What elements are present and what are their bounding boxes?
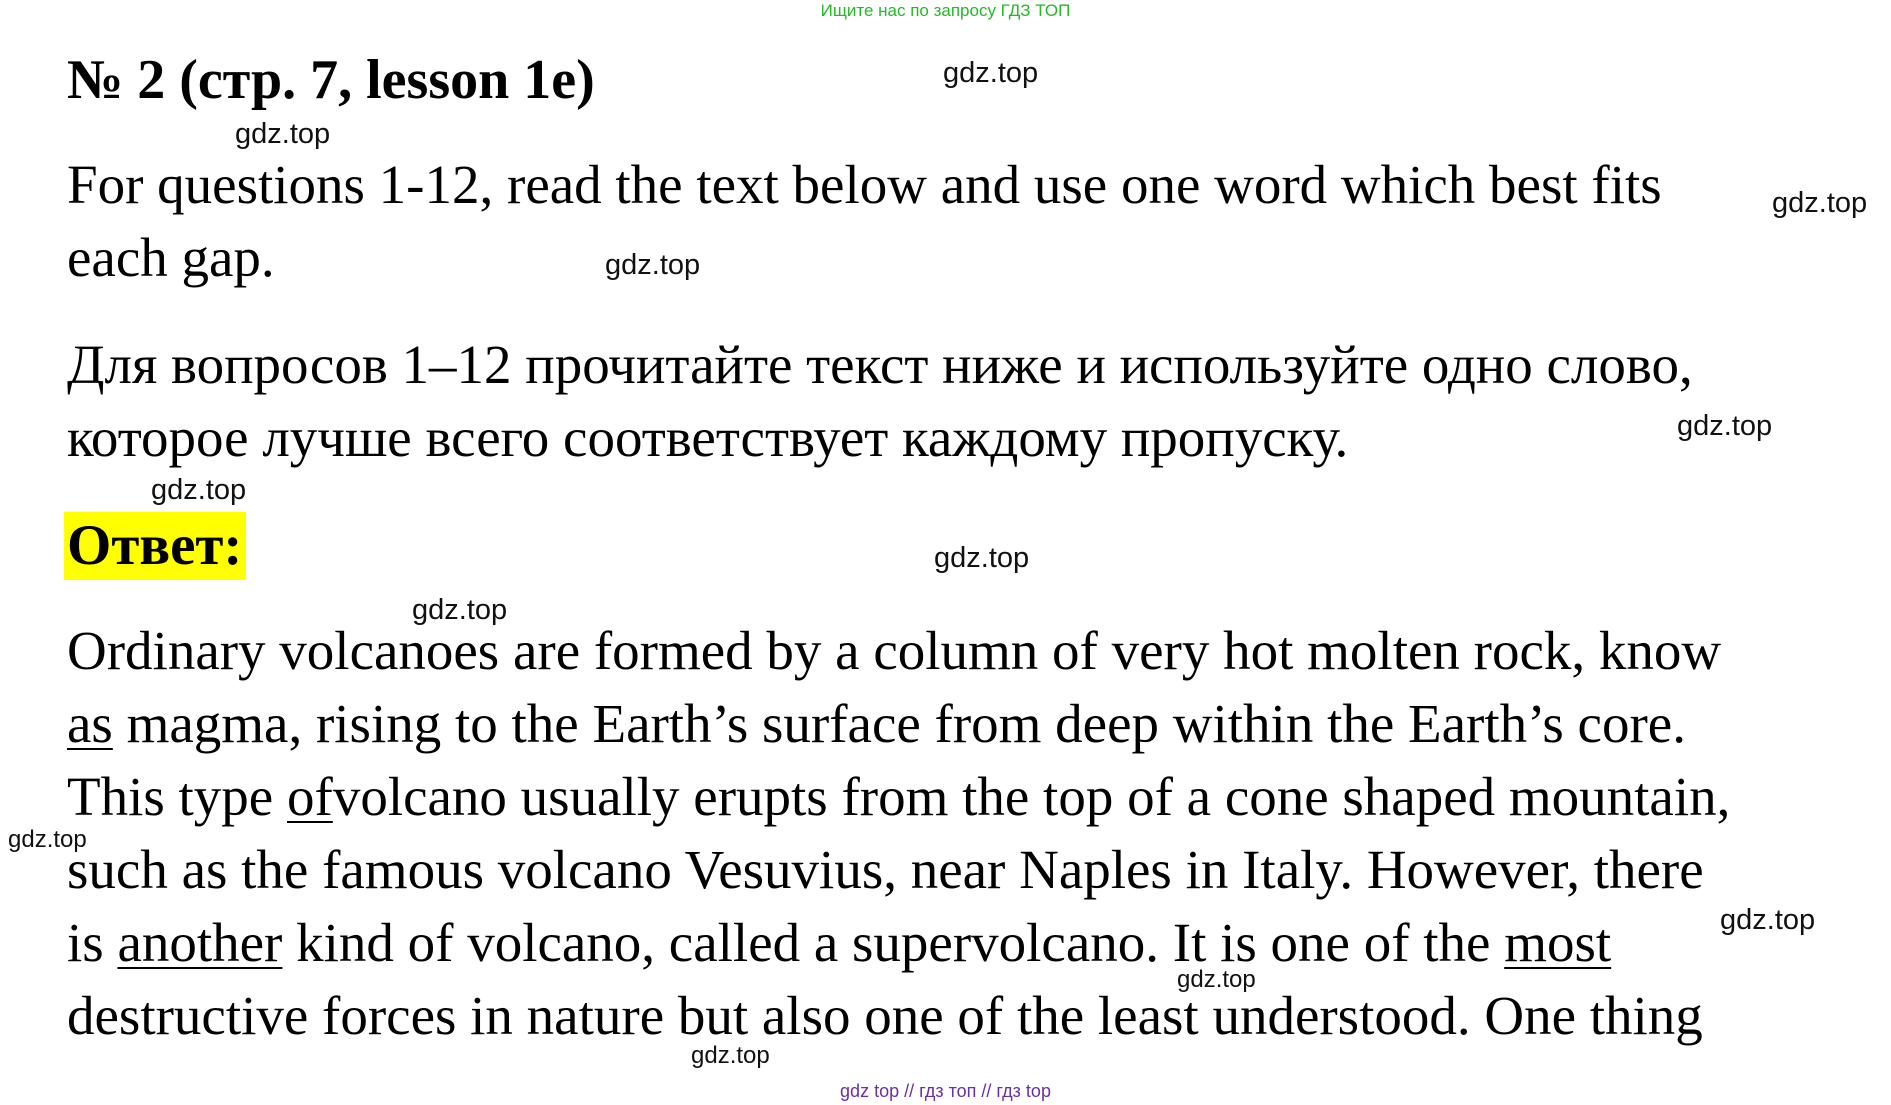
answer-word: of	[286, 766, 333, 827]
instruction-ru-line-2: которое лучше всего соответствует каждому пропуску.	[67, 407, 1349, 468]
watermark: gdz.top	[1677, 410, 1773, 442]
watermark: gdz.top	[412, 594, 508, 626]
instruction-en-line-1: For questions 1-12, read the text below and use one word which best fits	[67, 154, 1662, 215]
watermark: gdz.top	[1772, 187, 1868, 219]
text-segment: volcano usually erupts from the top of a cone shaped mountain,	[332, 766, 1731, 827]
watermark: gdz.top	[934, 542, 1030, 574]
text-line-5	[67, 906, 1611, 979]
watermark: gdz.top	[943, 57, 1039, 89]
watermark: gdz.top	[691, 1042, 770, 1069]
watermark: gdz.top	[1177, 966, 1256, 993]
text-line-6: destructive forces in nature but also one of the least understood. One thing	[67, 985, 1703, 1046]
footer-links: gdz top // гдз топ // гдз top	[840, 1081, 1051, 1101]
text-line-4: such as the famous volcano Vesuvius, near Naples in Italy. However, there	[67, 839, 1704, 900]
text-segment: This type	[67, 766, 287, 827]
watermark: gdz.top	[151, 474, 247, 506]
watermark: gdz.top	[605, 249, 701, 281]
exercise-title: № 2 (стр. 7, lesson 1e)	[67, 49, 595, 111]
text-line-2	[67, 687, 1686, 760]
text-segment: magma, rising to the Earth’s surface from deep within the Earth’s core.	[112, 693, 1686, 754]
watermark: gdz.top	[8, 826, 87, 853]
instruction-en-line-2: each gap.	[67, 227, 275, 288]
top-banner: Ищите нас по запросу ГДЗ ТОП	[820, 1, 1071, 20]
text-segment: is	[67, 912, 118, 973]
answer-word: as	[67, 693, 113, 754]
answer-word: another	[117, 912, 283, 973]
answer-label: Ответ:	[64, 512, 246, 580]
text-segment: kind of volcano, called a supervolcano. It is one of the	[282, 912, 1505, 973]
text-line-1: Ordinary volcanoes are formed by a column of very hot molten rock, know	[67, 620, 1722, 681]
watermark: gdz.top	[1720, 904, 1816, 936]
text-line-3	[67, 760, 1730, 833]
instruction-ru-line-1: Для вопросов 1–12 прочитайте текст ниже и используйте одно слово,	[67, 334, 1693, 395]
answer-word: most	[1504, 912, 1612, 973]
watermark: gdz.top	[235, 118, 331, 150]
